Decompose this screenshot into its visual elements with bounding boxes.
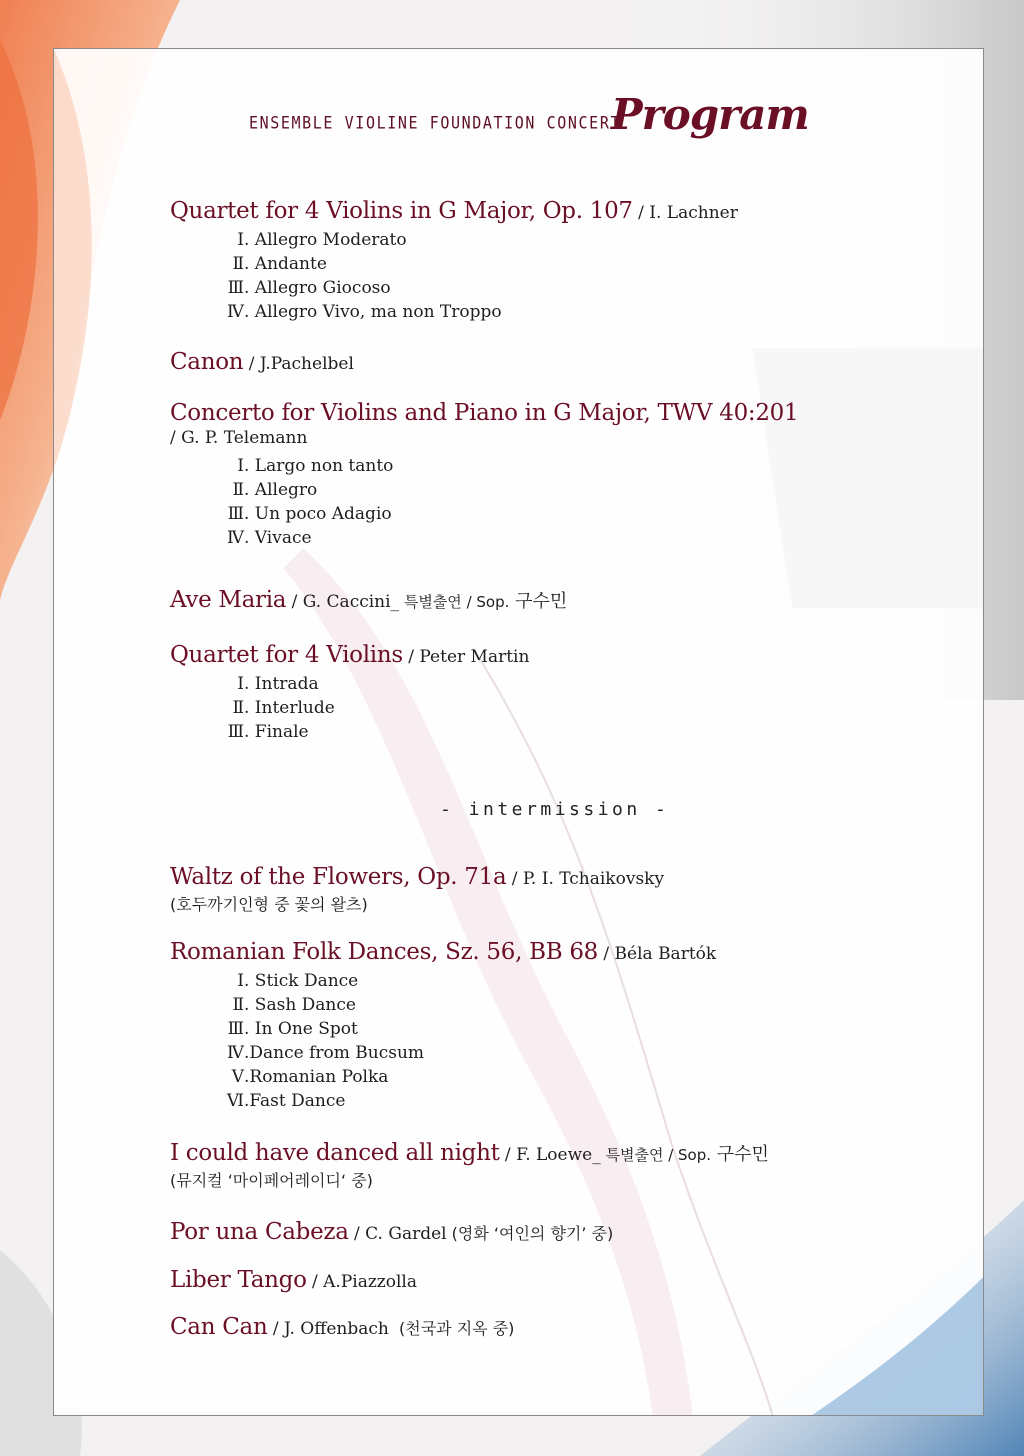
movement-item: [216, 276, 738, 300]
program-piece: [170, 400, 798, 550]
piece-subtitle: (호두까기인형 중 꽃의 왈츠): [170, 895, 368, 914]
movement-number: Ⅱ: [232, 698, 244, 718]
piece-title: Quartet for 4 Violins: [170, 642, 403, 668]
movement-name: . Allegro Vivo, ma non Troppo: [244, 302, 502, 322]
movement-name: . In One Spot: [244, 1019, 358, 1039]
movement-number: Ⅲ: [227, 278, 244, 298]
movement-item: [216, 478, 798, 502]
piece-composer: / J.Pachelbel: [243, 354, 354, 374]
program-header: [249, 90, 809, 156]
piece-composer: / I. Lachner: [632, 203, 738, 223]
piece-composer: / A.Piazzolla: [306, 1272, 418, 1292]
movement-number: Ⅳ: [227, 528, 244, 548]
movement-number: Ⅰ: [237, 971, 244, 991]
piece-composer: / C. Gardel: [348, 1224, 447, 1244]
program-piece: [170, 939, 716, 1113]
movement-number: Ⅲ: [227, 504, 244, 524]
movement-number: Ⅵ: [226, 1091, 244, 1111]
piece-composer: / P. I. Tchaikovsky: [506, 869, 665, 889]
movement-number: Ⅴ: [231, 1067, 244, 1087]
piece-composer: / Béla Bartók: [598, 944, 717, 964]
piece-title: Can Can: [170, 1314, 268, 1340]
movement-name: . Sash Dance: [244, 995, 356, 1015]
movement-list: [170, 454, 798, 550]
movement-number: Ⅰ: [237, 456, 244, 476]
movement-item: [216, 696, 529, 720]
piece-composer: / G. Caccini_: [286, 592, 400, 612]
movement-item: [216, 1065, 716, 1089]
movement-name: .Romanian Polka: [244, 1067, 389, 1087]
program-heading: Program: [611, 90, 809, 139]
piece-title: I could have danced all night: [170, 1140, 500, 1166]
movement-list: [170, 228, 738, 324]
program-piece: [170, 1267, 417, 1293]
program-piece: [170, 198, 738, 324]
program-piece: [170, 864, 664, 917]
movement-name: . Intrada: [244, 674, 319, 694]
piece-title: Waltz of the Flowers, Op. 71a: [170, 864, 507, 890]
piece-title: Quartet for 4 Violins in G Major, Op. 107: [170, 198, 633, 224]
piece-title: Romanian Folk Dances, Sz. 56, BB 68: [170, 939, 598, 965]
movement-number: Ⅲ: [227, 722, 244, 742]
piece-title: Canon: [170, 349, 244, 375]
movement-name: . Un poco Adagio: [244, 504, 392, 524]
movement-number: Ⅰ: [237, 674, 244, 694]
movement-item: [216, 228, 738, 252]
movement-list: [170, 969, 716, 1113]
program-piece: [170, 642, 529, 744]
movement-item: [216, 1041, 716, 1065]
program-piece: [170, 587, 567, 613]
program-piece: [170, 1314, 514, 1340]
movement-list: [170, 672, 529, 744]
movement-item: [216, 720, 529, 744]
movement-number: Ⅳ: [227, 302, 244, 322]
movement-number: Ⅲ: [227, 1019, 244, 1039]
movement-number: Ⅰ: [237, 230, 244, 250]
movement-number: Ⅱ: [232, 480, 244, 500]
guest-name: 구수민: [509, 591, 568, 612]
movement-name: . Stick Dance: [244, 971, 359, 991]
guest-appearance-label: 특별출연: [600, 1146, 669, 1164]
guest-role: / Sop.: [466, 593, 510, 611]
movement-item: [216, 526, 798, 550]
program-piece: [170, 1140, 769, 1193]
movement-item: [216, 252, 738, 276]
guest-name: 구수민: [711, 1144, 769, 1165]
program-piece: [170, 1219, 613, 1245]
piece-subtitle: (뮤지컬 ‘마이페어레이디‘ 중): [170, 1171, 373, 1190]
intermission-label: - intermission -: [440, 799, 670, 820]
piece-title: Por una Cabeza: [170, 1219, 349, 1245]
piece-composer: / G. P. Telemann: [170, 428, 308, 448]
movement-item: [216, 502, 798, 526]
movement-name: . Interlude: [244, 698, 335, 718]
movement-name: . Largo non tanto: [244, 456, 394, 476]
piece-composer: / J. Offenbach: [267, 1319, 389, 1339]
movement-name: . Allegro Moderato: [244, 230, 407, 250]
movement-number: Ⅳ: [227, 1043, 244, 1063]
movement-item: [216, 672, 529, 696]
piece-note: (천국과 지옥 중): [388, 1319, 515, 1338]
movement-item: [216, 300, 738, 324]
movement-name: . Finale: [244, 722, 309, 742]
movement-name: .Fast Dance: [244, 1091, 346, 1111]
piece-title: Concerto for Violins and Piano in G Major, TWV 40:201: [170, 400, 799, 426]
guest-appearance-label: 특별출연: [399, 593, 467, 611]
piece-title: Liber Tango: [170, 1267, 307, 1293]
movement-number: Ⅱ: [232, 995, 244, 1015]
piece-composer: / Peter Martin: [402, 647, 530, 667]
movement-name: .Dance from Bucsum: [244, 1043, 425, 1063]
movement-item: [216, 1017, 716, 1041]
piece-note: (영화 ‘여인의 향기’ 중): [446, 1224, 614, 1243]
program-piece: [170, 349, 354, 375]
guest-role: / Sop.: [668, 1146, 712, 1164]
movement-item: [216, 993, 716, 1017]
movement-item: [216, 454, 798, 478]
concert-name: ENSEMBLE VIOLINE FOUNDATION CONCERT: [249, 113, 622, 133]
movement-item: [216, 969, 716, 993]
movement-number: Ⅱ: [232, 254, 244, 274]
piece-composer: / F. Loewe_: [499, 1145, 601, 1165]
movement-name: . Vivace: [244, 528, 312, 548]
movement-name: . Andante: [244, 254, 327, 274]
movement-name: . Allegro: [244, 480, 318, 500]
piece-title: Ave Maria: [170, 587, 287, 613]
movement-name: . Allegro Giocoso: [244, 278, 391, 298]
movement-item: [216, 1089, 716, 1113]
